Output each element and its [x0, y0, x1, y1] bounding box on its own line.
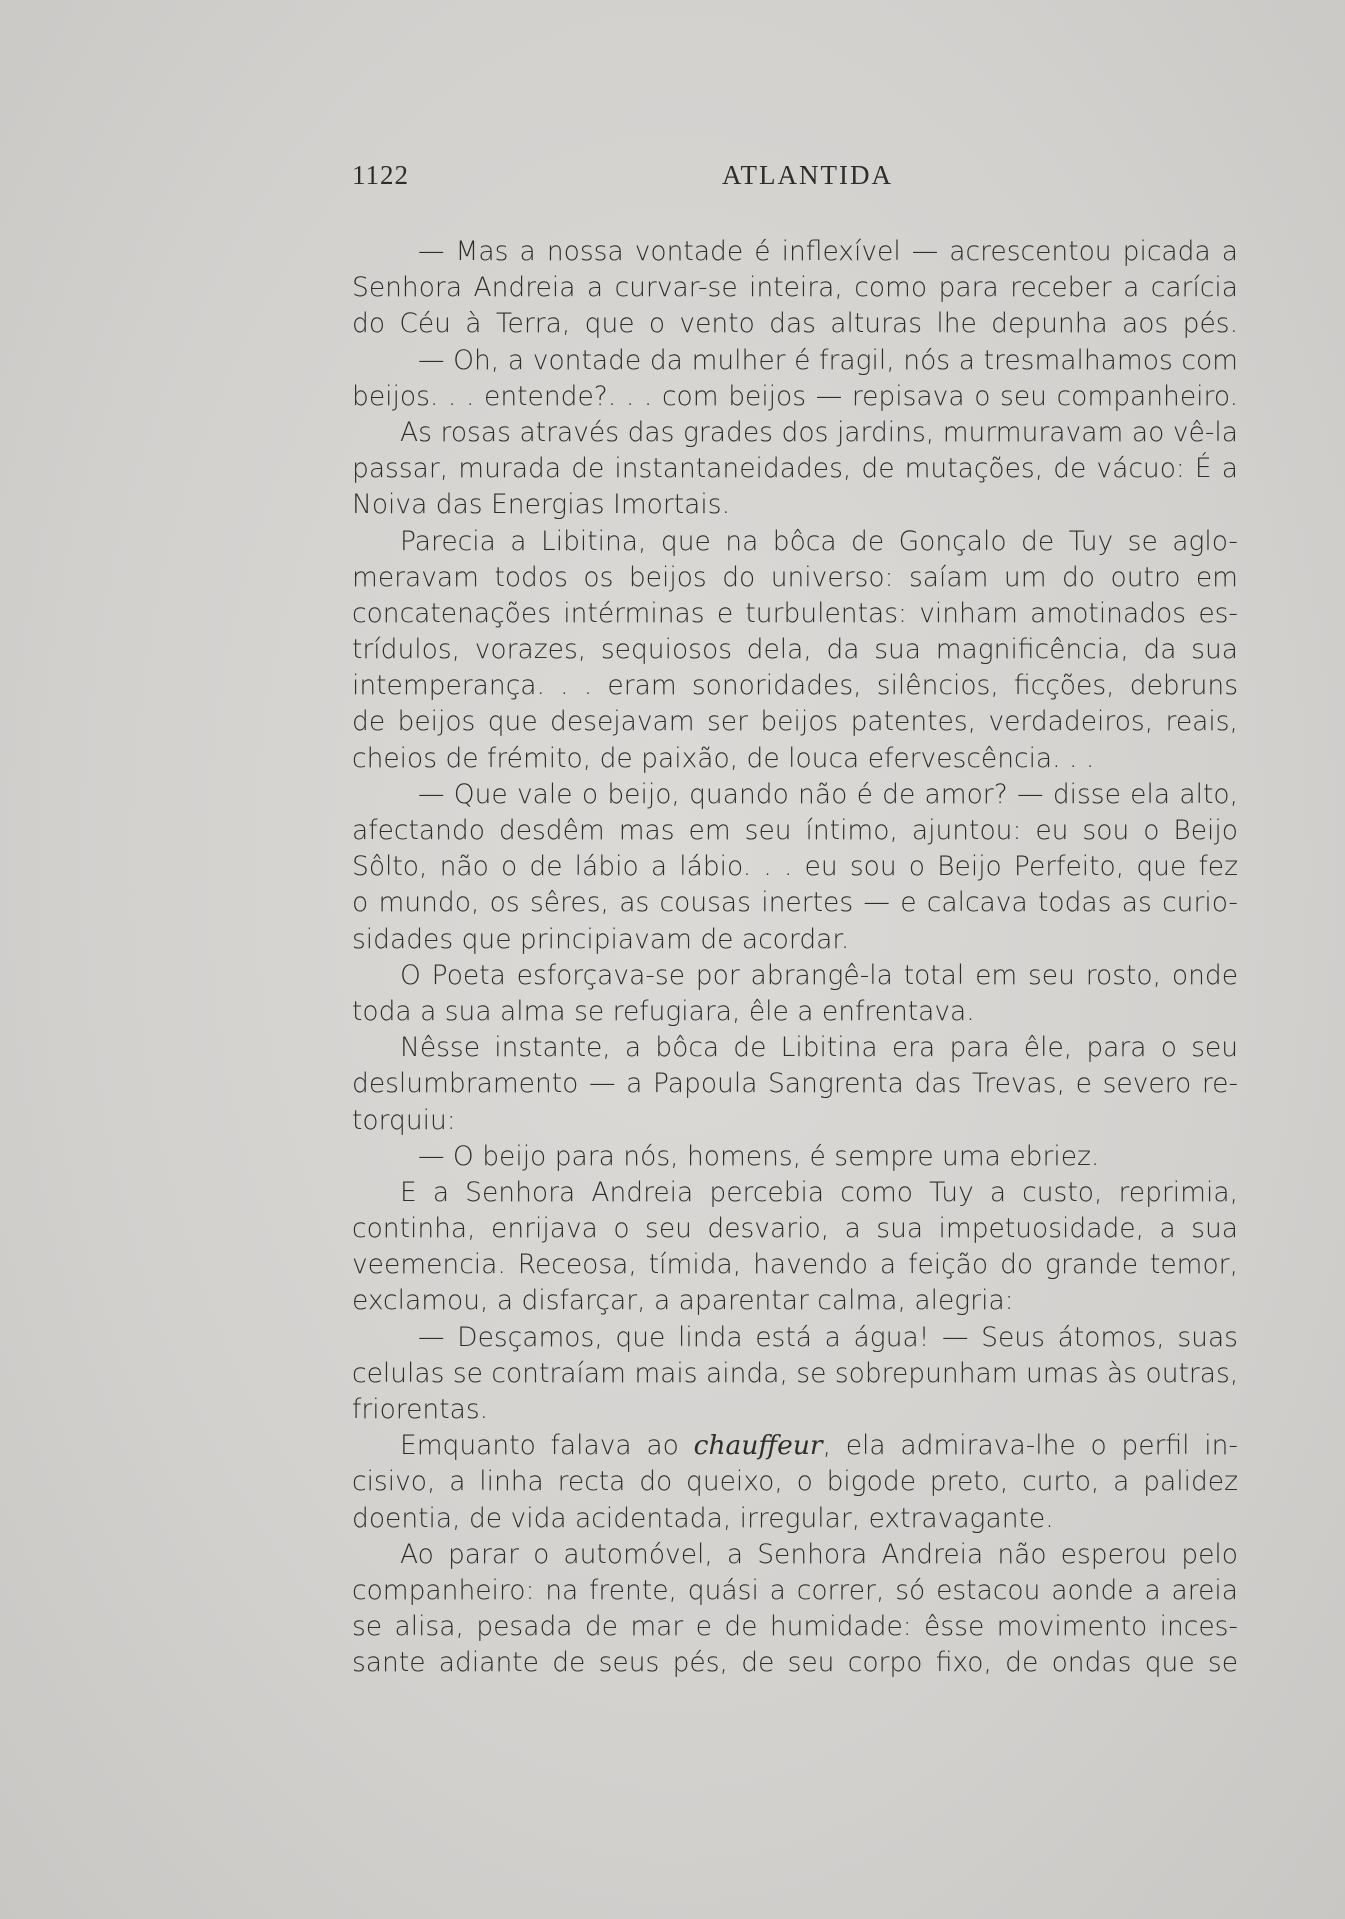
- text-line: deslumbramento — a Papoula Sangrenta das Trevas, e severo re-: [352, 1068, 1238, 1100]
- text-line: sidades que principiavam de acordar.: [352, 923, 850, 955]
- text-line: Parecia a Libitina, que na bôca de Gonçalo de Tuy se aglo-: [400, 525, 1238, 557]
- page-header: [352, 160, 1238, 200]
- text-line: — Desçamos, que linda está a água! — Seus átomos, suas: [418, 1321, 1238, 1353]
- page-number: 1122: [352, 160, 409, 190]
- text-line: meravam todos os beijos do universo: saíam um do outro em: [352, 561, 1238, 593]
- text-line: sante adiante de seus pés, de seu corpo fixo, de ondas que se: [352, 1647, 1238, 1679]
- text-line: intemperança. . . eram sonoridades, silêncios, ficções, debruns: [352, 670, 1238, 702]
- text-line: continha, enrijava o seu desvario, a sua impetuosidade, a sua: [352, 1213, 1238, 1245]
- text-line: exclamou, a disfarçar, a aparentar calma, alegria:: [352, 1285, 1014, 1317]
- text-line: cheios de frémito, de paixão, de louca efervescência. . .: [352, 742, 1095, 774]
- text-line: Sôlto, não o de lábio a lábio. . . eu sou o Beijo Perfeito, que fez: [352, 851, 1238, 883]
- text-line: Nêsse instante, a bôca de Libitina era para êle, para o seu: [400, 1032, 1238, 1064]
- body-text: [352, 234, 1238, 1682]
- text-line: beijos. . . entende?. . . com beijos — repisava o seu companheiro.: [352, 380, 1238, 412]
- text-line: — O beijo para nós, homens, é sempre uma ebriez.: [418, 1140, 1100, 1172]
- text-line: toda a sua alma se refugiara, êle a enfrentava.: [352, 995, 975, 1027]
- text-line: friorentas.: [352, 1394, 489, 1425]
- text-line: Ao parar o automóvel, a Senhora Andreia não esperou pelo: [400, 1538, 1238, 1570]
- text-line: As rosas através das grades dos jardins, murmuravam ao vê-la: [400, 416, 1238, 448]
- text-line: se alisa, pesada de mar e de humidade: êsse movimento inces-: [352, 1611, 1238, 1643]
- text-line: concatenações intérminas e turbulentas: vinham amotinados es-: [352, 597, 1238, 629]
- text-line: veemencia. Receosa, tímida, havendo a feição do grande temor,: [352, 1249, 1238, 1281]
- text-line: trídulos, vorazes, sequiosos dela, da sua magnificência, da sua: [352, 634, 1238, 666]
- text-line: passar, murada de instantaneidades, de mutações, de vácuo: É a: [352, 453, 1238, 485]
- text-line: afectando desdêm mas em seu íntimo, ajuntou: eu sou o Beijo: [352, 815, 1238, 846]
- text-line: o mundo, os sêres, as cousas inertes — e calcava todas as curio-: [352, 887, 1238, 919]
- text-line: — Oh, a vontade da mulher é fragil, nós a tresmalhamos com: [418, 344, 1238, 376]
- text-line: cisivo, a linha recta do queixo, o bigode preto, curto, a palidez: [352, 1466, 1238, 1498]
- running-title: ATLANTIDA: [722, 160, 893, 190]
- text-line: celulas se contraíam mais ainda, se sobrepunham umas às outras,: [352, 1357, 1238, 1389]
- text-line: do Céu à Terra, que o vento das alturas lhe depunha aos pés.: [352, 308, 1238, 340]
- text-line: companheiro: na frente, quási a correr, só estacou aonde a areia: [352, 1574, 1238, 1606]
- text-line: — Mas a nossa vontade é inflexível — acrescentou picada a: [418, 236, 1238, 267]
- text-line: E a Senhora Andreia percebia como Tuy a custo, reprimia,: [400, 1176, 1238, 1208]
- text-line: de beijos que desejavam ser beijos patentes, verdadeiros, reais,: [352, 706, 1238, 738]
- text-line: — Que vale o beijo, quando não é de amor? — disse ela alto,: [418, 778, 1238, 810]
- text-line: Emquanto falava ao chauffeur, ela admirava-lhe o perfil in-: [400, 1430, 1238, 1462]
- text-line: Senhora Andreia a curvar-se inteira, como para receber a carícia: [352, 272, 1238, 304]
- text-line: O Poeta esforçava-se por abrangê-la total em seu rosto, onde: [400, 959, 1238, 991]
- text-line: doentia, de vida acidentada, irregular, extravagante.: [352, 1502, 1054, 1534]
- text-line: Noiva das Energias Imortais.: [352, 489, 731, 521]
- text-line: torquiu:: [352, 1104, 456, 1136]
